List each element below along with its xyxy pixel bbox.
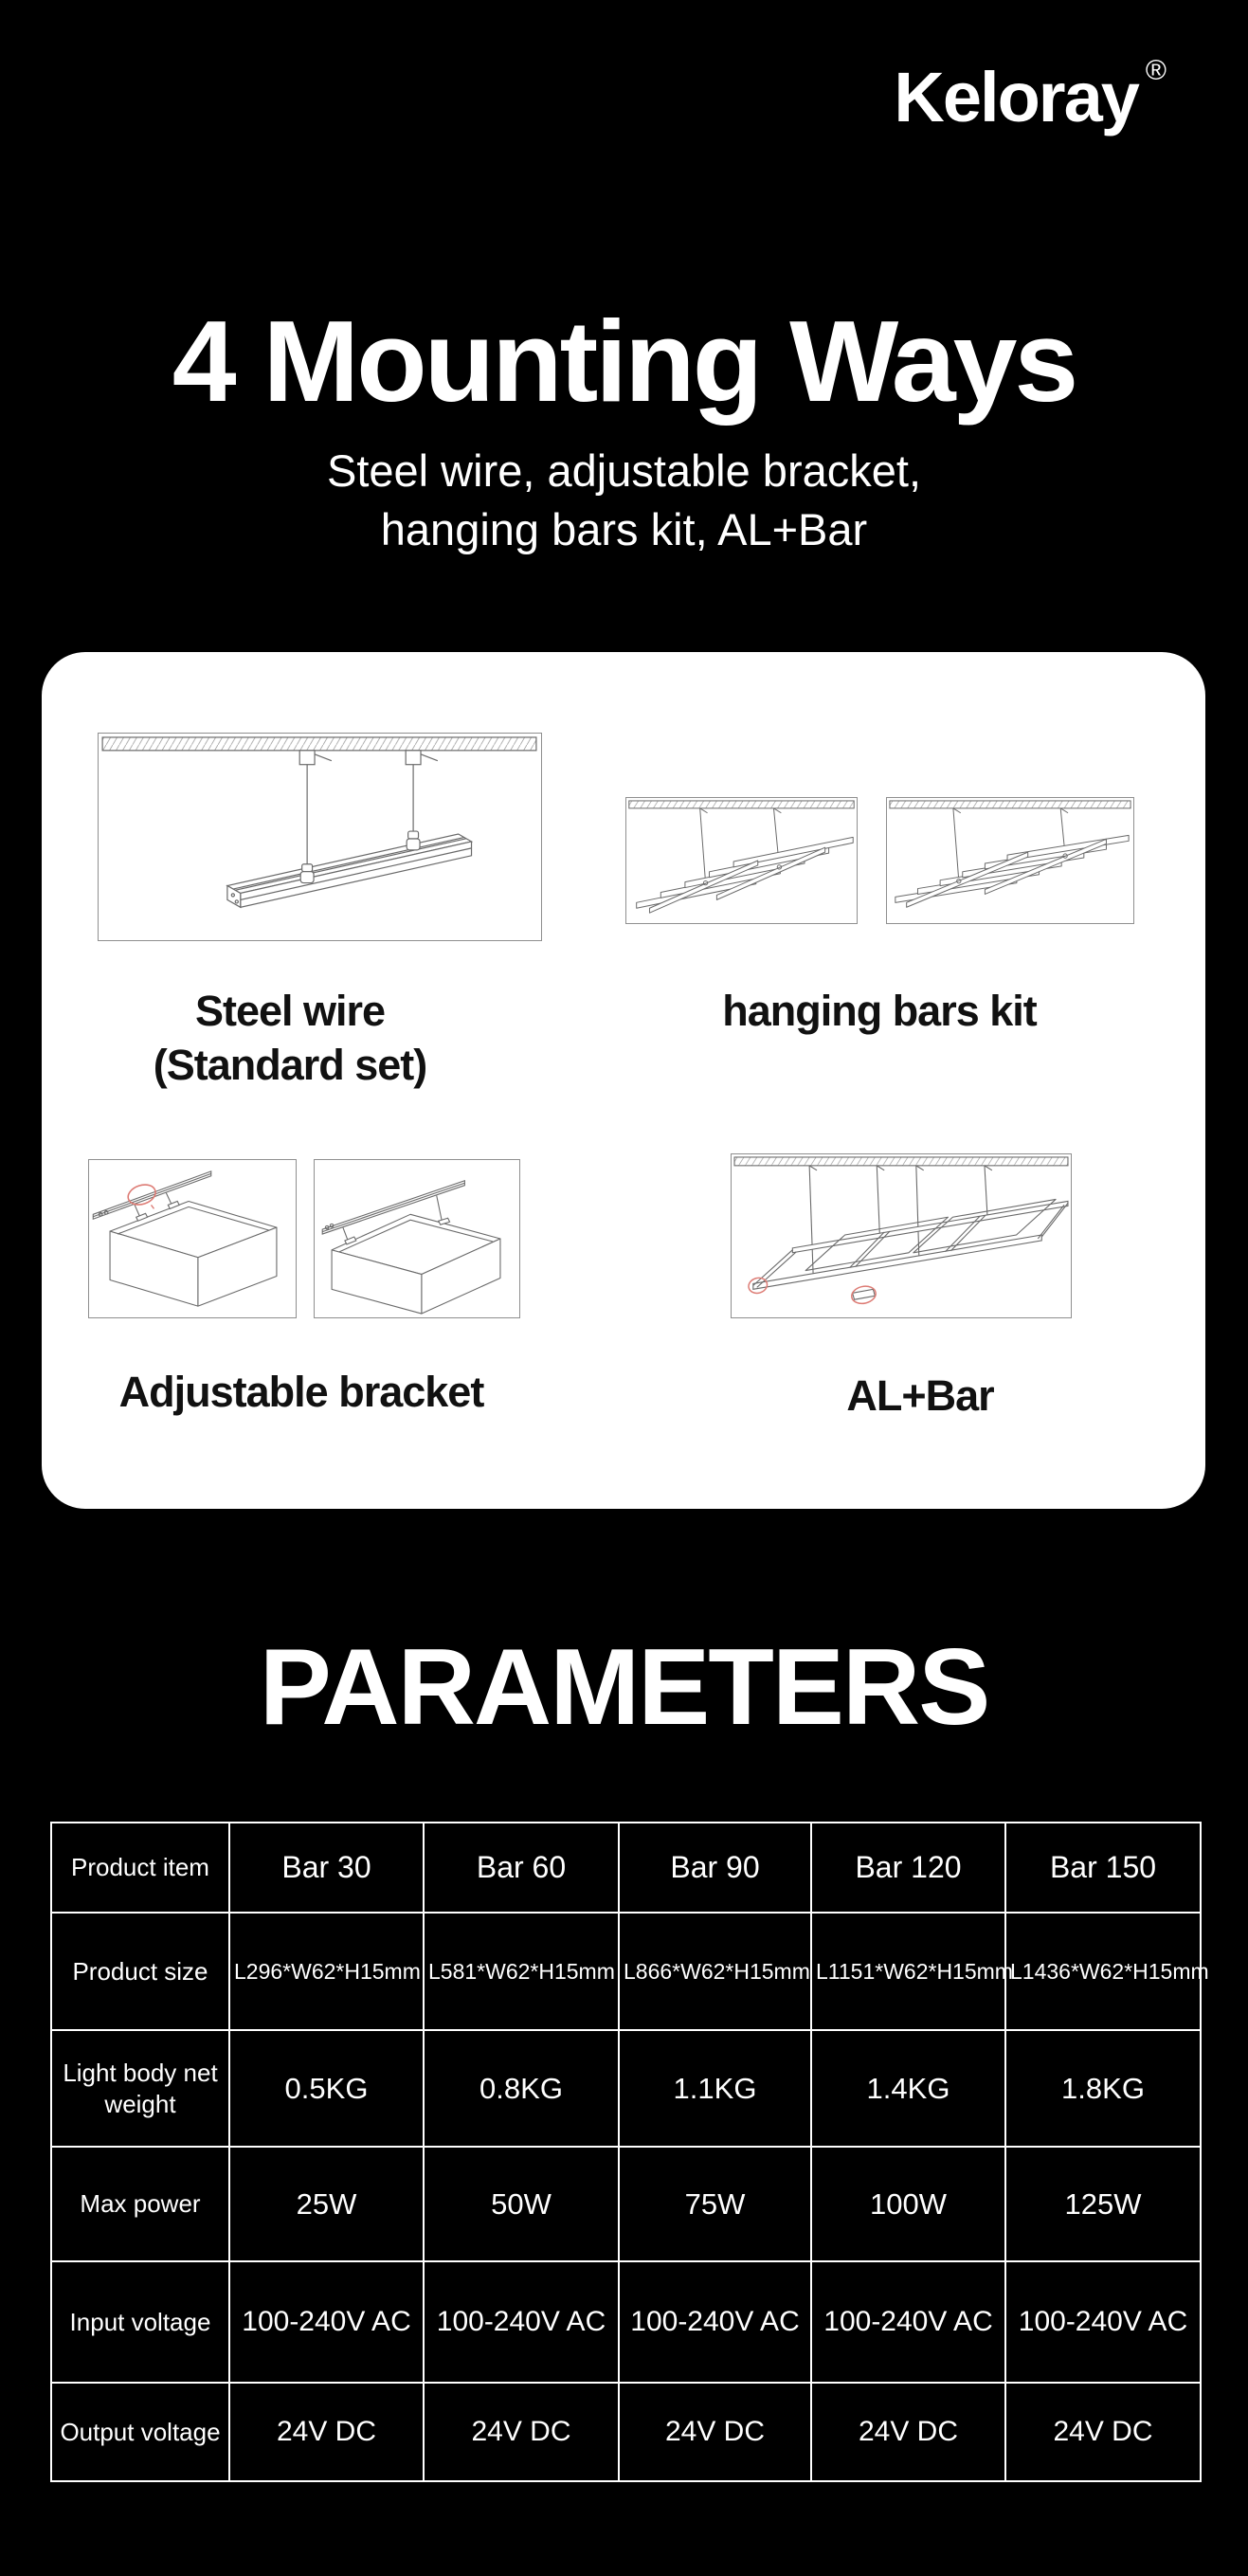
steel-wire-label-line1: Steel wire — [194, 987, 386, 1035]
ceiling-hatch — [890, 801, 1130, 808]
table-cell: 50W — [424, 2147, 619, 2261]
steel-wire-figure — [98, 733, 542, 941]
table-cell: 100-240V AC — [424, 2261, 619, 2383]
row-header: Input voltage — [51, 2261, 229, 2383]
table-cell: 24V DC — [811, 2383, 1005, 2481]
al-bar-label: AL+Bar — [846, 1371, 994, 1420]
adjustable-bracket-figure-1 — [88, 1159, 297, 1318]
brand-logo — [894, 55, 1167, 136]
table-cell: Bar 90 — [619, 1823, 811, 1913]
row-header: Light body net weight — [51, 2030, 229, 2147]
table-cell: 24V DC — [1005, 2383, 1201, 2481]
parameters-table — [50, 1822, 1209, 2482]
table-row-product-item — [51, 1823, 1201, 1913]
registered-mark: ® — [1145, 55, 1167, 86]
table-cell: L866*W62*H15mm — [619, 1913, 811, 2030]
table-cell: 100-240V AC — [811, 2261, 1005, 2383]
table-cell: L1436*W62*H15mm — [1005, 1913, 1201, 2030]
table-row-input-voltage — [51, 2261, 1201, 2383]
mounting-card — [42, 652, 1205, 1509]
parameters-heading: PARAMETERS — [259, 1627, 989, 1748]
table-row-net-weight — [51, 2030, 1201, 2147]
table-row-product-size — [51, 1913, 1201, 2030]
adjustable-bracket-drawing-1 — [89, 1160, 296, 1317]
hanging-bars-figure-1 — [625, 797, 858, 924]
hanging-bars-label: hanging bars kit — [722, 987, 1037, 1035]
hanging-bars-drawing-1 — [626, 798, 857, 923]
steel-wire-drawing — [99, 734, 541, 940]
table-cell: 25W — [229, 2147, 424, 2261]
hero-title: 4 Mounting Ways — [172, 297, 1076, 426]
table-cell: 1.4KG — [811, 2030, 1005, 2147]
adjustable-bracket-drawing-2 — [315, 1160, 519, 1317]
hanging-bars-drawing-2 — [887, 798, 1133, 923]
table-cell: 0.8KG — [424, 2030, 619, 2147]
table-cell: 24V DC — [619, 2383, 811, 2481]
row-header: Max power — [51, 2147, 229, 2261]
row-header: Product item — [51, 1823, 229, 1913]
steel-wire-label — [100, 984, 479, 1092]
table-cell: 0.5KG — [229, 2030, 424, 2147]
table-row-max-power — [51, 2147, 1201, 2261]
hero-subtitle-line1: Steel wire, adjustable bracket, — [327, 445, 921, 496]
hero-subtitle-line2: hanging bars kit, AL+Bar — [380, 504, 868, 554]
table-cell: 125W — [1005, 2147, 1201, 2261]
table-cell: 24V DC — [229, 2383, 424, 2481]
adjustable-bracket-label: Adjustable bracket — [118, 1368, 484, 1416]
table-cell: 100-240V AC — [1005, 2261, 1201, 2383]
table-cell: 100-240V AC — [619, 2261, 811, 2383]
table-cell: L1151*W62*H15mm — [811, 1913, 1005, 2030]
table-cell: Bar 30 — [229, 1823, 424, 1913]
al-bar-figure — [731, 1153, 1072, 1318]
table-cell: L581*W62*H15mm — [424, 1913, 619, 2030]
table-cell: Bar 60 — [424, 1823, 619, 1913]
table-cell: 100-240V AC — [229, 2261, 424, 2383]
row-header: Output voltage — [51, 2383, 229, 2481]
hanging-bars-figure-2 — [886, 797, 1134, 924]
table-cell: 100W — [811, 2147, 1005, 2261]
ceiling-hatch — [629, 801, 854, 808]
steel-wire-label-line2: (Standard set) — [153, 1041, 427, 1089]
ceiling-hatch — [102, 737, 536, 751]
table-row-output-voltage — [51, 2383, 1201, 2481]
al-bar-drawing — [732, 1154, 1071, 1317]
brand-name: Keloray — [894, 58, 1138, 136]
row-header: Product size — [51, 1913, 229, 2030]
table-cell: 1.8KG — [1005, 2030, 1201, 2147]
hero-subtitle — [0, 442, 1248, 559]
table-cell: Bar 150 — [1005, 1823, 1201, 1913]
table-cell: 1.1KG — [619, 2030, 811, 2147]
table-cell: 75W — [619, 2147, 811, 2261]
table-cell: Bar 120 — [811, 1823, 1005, 1913]
table-cell: L296*W62*H15mm — [229, 1913, 424, 2030]
table-cell: 24V DC — [424, 2383, 619, 2481]
adjustable-bracket-figure-2 — [314, 1159, 520, 1318]
ceiling-hatch — [734, 1157, 1068, 1166]
